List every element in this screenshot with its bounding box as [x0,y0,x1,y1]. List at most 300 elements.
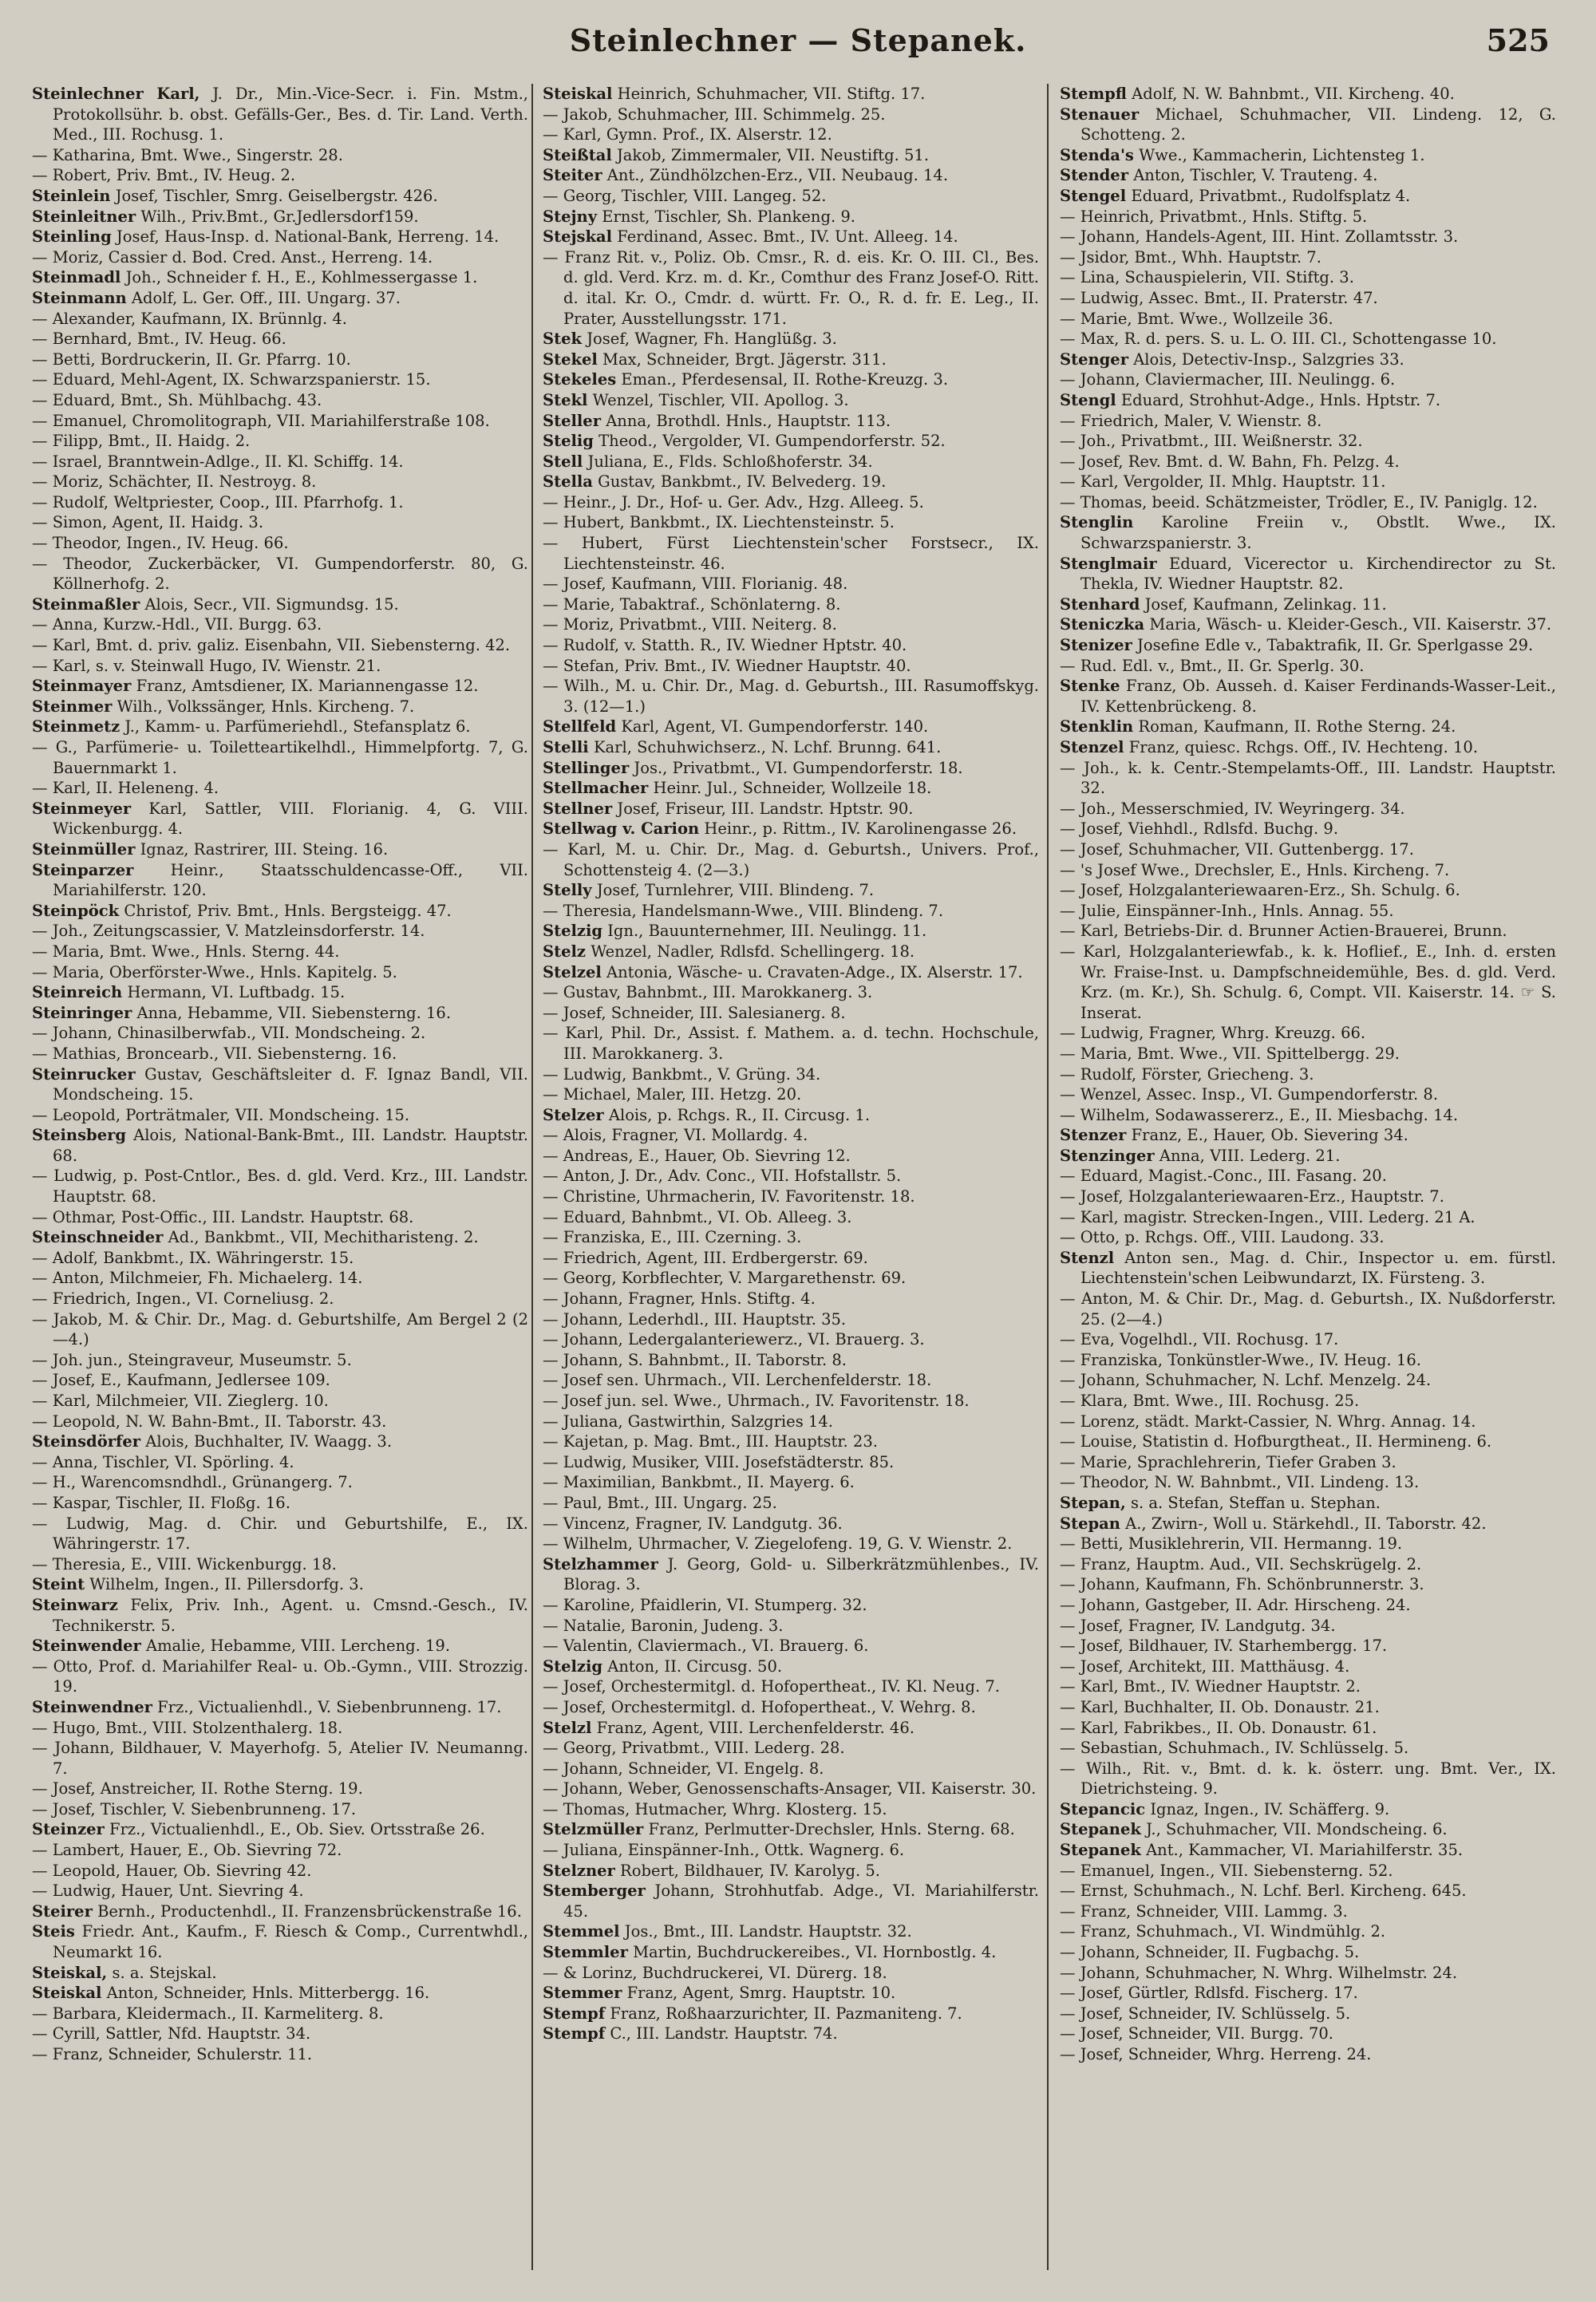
entry-surname: Stelig [543,432,594,451]
entry-details: — Josef, Fragner, IV. Landgutg. 34. [1060,1616,1336,1635]
entry-details: — Maria, Bmt. Wwe., VII. Spittelbergg. 29. [1060,1044,1400,1063]
entry-details: — Joh., k. k. Centr.-Stempelamts-Off., III. Landstr. Hauptstr. 32. [1060,758,1556,798]
directory-entry [1060,431,1556,452]
directory-entry [32,1350,528,1371]
entry-details: — Natalie, Baronin, Judeng. 3. [543,1616,784,1635]
directory-entry [543,1064,1039,1085]
entry-details: Anton, Schneider, Hnls. Mitterbergg. 16. [106,1984,430,2003]
entry-details: — Andreas, E., Hauer, Ob. Sievring 12. [543,1146,851,1165]
directory-entry [32,1472,528,1493]
entry-details: — Ludwig, Hauer, Unt. Sievring 4. [32,1881,304,1901]
directory-entry [32,594,528,615]
entry-details: Franz, Perlmutter-Drechsler, Hnls. Sterng. 68. [648,1820,1015,1839]
directory-entry [32,1861,528,1881]
entry-details: — Lina, Schauspielerin, VII. Stiftg. 3. [1060,268,1354,287]
directory-entry [32,1595,528,1636]
directory-entry [543,635,1039,656]
directory-entry [1060,635,1556,656]
directory-entry [32,533,528,554]
entry-details: — Israel, Branntwein-Adlge., II. Kl. Schiffg. 14. [32,452,404,471]
entry-details: Franz, Agent, Smrg. Hauptstr. 10. [626,1984,896,2003]
entry-details: — Josef, Holzgalanteriewaaren-Erz., Hauptstr. 7. [1060,1187,1444,1206]
directory-entry [1060,390,1556,411]
directory-entry [1060,799,1556,819]
entry-details: — Wilhelm, Sodawassererz., E., II. Miesbachg. 14. [1060,1105,1459,1124]
entry-details: Ignaz, Rastrirer, III. Steing. 16. [140,839,389,859]
directory-entry [1060,2024,1556,2044]
directory-entry [32,431,528,452]
directory-entry [32,1023,528,1044]
entry-details: Ant., Zündhölzchen-Erz., VII. Neubaug. 14. [606,166,949,185]
directory-entry [1060,921,1556,942]
entry-details: J., Schuhmacher, VII. Mondscheing. 6. [1146,1820,1448,1839]
entry-surname: Stepan, [1060,1493,1126,1512]
directory-entry [543,1921,1039,1942]
entry-surname: Steinmann [32,288,127,307]
entry-details: J., Kamm- u. Parfümeriehdl., Stefansplatz 6. [124,717,471,736]
directory-entry [543,431,1039,452]
directory-entry [543,512,1039,533]
entry-details: — Bernhard, Bmt., IV. Heug. 66. [32,330,286,349]
columns [32,84,1572,2286]
entry-details: Franz, E., Hauer, Ob. Sievering 34. [1131,1126,1408,1145]
directory-entry [1060,1227,1556,1248]
page-number: 525 [1486,22,1550,58]
directory-entry [543,574,1039,594]
entry-surname: Steinzer [32,1820,105,1839]
directory-entry [543,1493,1039,1514]
directory-entry [32,1779,528,1799]
directory-entry [32,390,528,411]
directory-entry [32,1819,528,1840]
entry-details: — Johann, Schneider, VI. Engelg. 8. [543,1759,824,1778]
entry-details: — Josef jun. sel. Wwe., Uhrmach., IV. Favoritenstr. 18. [543,1392,970,1410]
entry-surname: Steinrucker [32,1064,136,1084]
entry-details: Friedr. Ant., Kaufm., F. Riesch & Comp., Currentwhdl., Neumarkt 16. [53,1922,528,1962]
entry-surname: Steis [32,1922,75,1941]
entry-surname: Steiter [543,166,602,185]
directory-entry [1060,288,1556,309]
directory-entry [1060,1840,1556,1861]
directory-entry [543,1309,1039,1330]
directory-entry [543,594,1039,615]
directory-entry [1060,349,1556,370]
directory-entry [543,1125,1039,1146]
entry-details: — Karl, Bmt. d. priv. galiz. Eisenbahn, VII. Siebensterng. 42. [32,636,511,655]
entry-details: Josef, Haus-Insp. d. National-Bank, Herreng. 14. [116,227,500,247]
entry-surname: Stenke [1060,677,1120,696]
entry-surname: Steinwender [32,1637,141,1656]
directory-entry [1060,1738,1556,1759]
entry-details: — Anton, J. Dr., Adv. Conc., VII. Hofstallstr. 5. [543,1167,902,1186]
entry-details: Joh., Schneider f. H., E., Kohlmessergasse 1. [125,268,478,287]
entry-surname: Stelzer [543,1105,604,1124]
entry-details: Ant., Kammacher, VI. Mariahilferstr. 35. [1146,1841,1464,1860]
entry-details: — Eva, Vogelhdl., VII. Rochusg. 17. [1060,1330,1339,1349]
entry-surname: Steinreich [32,983,123,1002]
entry-surname: Stelli [543,738,589,756]
directory-entry [1060,267,1556,288]
directory-entry [32,1044,528,1064]
entry-details: — Karl, II. Heleneng. 4. [32,779,219,798]
entry-details: — Hugo, Bmt., VIII. Stolzenthalerg. 18. [32,1718,343,1737]
directory-entry [543,1350,1039,1371]
directory-entry [1060,1963,1556,1984]
directory-entry [543,492,1039,513]
directory-entry [32,799,528,839]
entry-details: — Barbara, Kleidermach., II. Karmeliterg. 8. [32,2004,384,2023]
entry-surname: Stelz [543,942,586,961]
directory-entry [32,165,528,186]
directory-entry [1060,207,1556,227]
entry-surname: Stejskal [543,227,613,247]
directory-entry [32,1412,528,1432]
entry-details: — Joh., Messerschmied, IV. Weyringerg. 34. [1060,799,1405,818]
entry-details: Anton, Tischler, V. Trauteng. 4. [1133,166,1378,185]
directory-entry [1060,1718,1556,1739]
directory-entry [1060,1697,1556,1718]
directory-entry [1060,1187,1556,1207]
entry-details: — Ludwig, Bankbmt., V. Grüng. 34. [543,1064,821,1084]
entry-details: Max, Schneider, Brgt. Jägerstr. 311. [602,349,887,369]
entry-details: Eduard, Privatbmt., Rudolfsplatz 4. [1131,186,1411,205]
entry-details: Adolf, N. W. Bahnbmt., VII. Kircheng. 40. [1132,85,1455,103]
directory-entry [32,717,528,737]
entry-details: — Leopold, Hauer, Ob. Sievring 42. [32,1861,312,1880]
entry-details: — Friedrich, Ingen., VI. Corneliusg. 2. [32,1289,334,1309]
entry-surname: Stenzel [1060,738,1124,756]
directory-entry [543,1840,1039,1861]
directory-entry [543,1759,1039,1779]
entry-surname: Stelzhammer [543,1554,658,1573]
entry-details: — Josef, E., Kaufmann, Jedlersee 109. [32,1371,330,1390]
directory-entry [32,1166,528,1206]
directory-entry [543,472,1039,492]
directory-entry [1060,227,1556,247]
entry-details: — Maria, Oberförster-Wwe., Hnls. Kapitelg. 5. [32,962,397,981]
entry-surname: Steinleitner [32,207,136,226]
entry-surname: Stepan [1060,1514,1120,1533]
entry-details: — Kaspar, Tischler, II. Floßg. 16. [32,1493,290,1512]
entry-details: Michael, Schuhmacher, VII. Lindeng. 12, G. Schotteng. 2. [1080,105,1556,144]
directory-entry [1060,411,1556,432]
entry-surname: Stepancic [1060,1799,1146,1818]
directory-entry [543,1656,1039,1677]
directory-entry [1060,165,1556,186]
directory-entry [32,1697,528,1718]
entry-details: Ernst, Tischler, Sh. Plankeng. 9. [602,207,855,226]
entry-surname: Stenklin [1060,717,1134,736]
directory-entry [1060,880,1556,901]
entry-details: — Rudolf, Förster, Griecheng. 3. [1060,1064,1314,1084]
entry-surname: Stenger [1060,349,1128,369]
entry-surname: Stek [543,330,583,349]
entry-details: — Franziska, Tonkünstler-Wwe., IV. Heug. 16. [1060,1350,1421,1369]
directory-entry [1060,1636,1556,1656]
entry-details: Josef, Turnlehrer, VIII. Blindeng. 7. [596,881,875,900]
entry-details: C., III. Landstr. Hauptstr. 74. [610,2024,838,2043]
running-title: Steinlechner — Stepanek. [569,22,1027,58]
entry-details: — Wenzel, Assec. Insp., VI. Gumpendorferstr. 8. [1060,1085,1439,1104]
entry-surname: Stelzig [543,1656,603,1676]
directory-entry [32,1227,528,1248]
entry-details: — Eduard, Bahnbmt., VI. Ob. Alleeg. 3. [543,1207,852,1226]
directory-entry [543,2004,1039,2024]
directory-entry [543,207,1039,227]
directory-entry [543,799,1039,819]
entry-details: Heinrich, Schuhmacher, VII. Stiftg. 17. [617,85,926,103]
directory-entry [543,533,1039,574]
entry-details: — & Lorinz, Buchdruckerei, VI. Dürerg. 18. [543,1963,887,1982]
entry-surname: Steller [543,411,601,430]
entry-details: — Wilh., Rit. v., Bmt. d. k. k. österr. ung. Bmt. Ver., IX. Dietrichsteing. 9. [1060,1759,1556,1799]
directory-entry [1060,309,1556,330]
directory-entry [32,676,528,697]
entry-details: — Josef, Architekt, III. Matthäusg. 4. [1060,1656,1350,1676]
entry-details: — Kajetan, p. Mag. Bmt., III. Hauptstr. 23. [543,1432,878,1451]
entry-details: Wilh., Priv.Bmt., Gr.Jedlersdorf159. [140,207,419,226]
entry-details: Johann, Strohhutfab. Adge., VI. Mariahilferstr. 45. [563,1881,1039,1921]
entry-details: — Franziska, E., III. Czerning. 3. [543,1228,802,1247]
entry-details: — Alois, Fragner, VI. Mollardg. 4. [543,1126,808,1145]
entry-surname: Stenzer [1060,1126,1127,1145]
directory-entry [1060,2044,1556,2065]
directory-entry [543,901,1039,922]
entry-details: — Karl, Holzgalanteriewfab., k. k. Hoflief., E., Inh. d. ersten Wr. Fraise-Inst. u. Dampfschneidemühle, Bes. d. gld. Verd. Krz. (m. Kr.), Sh. Schulg. 6, Compt. VII. Kaiserstr. 14. ☞ S. Inserat. [1060,942,1556,1022]
entry-surname: Steinmetz [32,717,120,736]
entry-surname: Steinwendner [32,1697,152,1716]
directory-entry [543,247,1039,329]
entry-details: Jos., Bmt., III. Landstr. Hauptstr. 32. [624,1922,912,1941]
entry-surname: Stelzel [543,962,602,981]
directory-entry [32,697,528,717]
entry-details: — Franz, Schuhmach., VI. Windmühlg. 2. [1060,1922,1386,1941]
directory-entry [1060,1942,1556,1963]
entry-details: — Cyrill, Sattler, Nfd. Hauptstr. 34. [32,2024,311,2043]
entry-details: — Theresia, E., VIII. Wickenburgg. 18. [32,1554,337,1573]
entry-details: — Robert, Priv. Bmt., IV. Heug. 2. [32,166,296,185]
entry-details: Jos., Privatbmt., VI. Gumpendorferstr. 18. [634,758,963,777]
entry-details: — Betti, Musiklehrerin, VII. Hermanng. 19. [1060,1534,1403,1554]
directory-entry [543,1616,1039,1637]
entry-surname: Steinsdörfer [32,1432,141,1451]
directory-entry [1060,1514,1556,1534]
directory-entry [543,369,1039,390]
entry-surname: Stejny [543,207,598,226]
entry-details: — Hubert, Bankbmt., IX. Liechtensteinstr. 5. [543,513,895,532]
entry-details: — Georg, Privatbmt., VIII. Lederg. 28. [543,1739,845,1758]
directory-entry [1060,1412,1556,1432]
entry-surname: Stengel [1060,186,1127,205]
directory-entry [543,1779,1039,1799]
entry-details: — Rudolf, Weltpriester, Coop., III. Pfarrhofg. 1. [32,492,404,511]
directory-entry [1060,452,1556,472]
directory-entry [32,901,528,922]
entry-details: Anna, Brothdl. Hnls., Hauptstr. 113. [606,411,891,430]
entry-details: — 's Josef Wwe., Drechsler, E., Hnls. Kircheng. 7. [1060,860,1450,879]
entry-details: J. Georg, Gold- u. Silberkrätzmühlenbes., IV. Blorag. 3. [563,1554,1039,1594]
entry-details: Josef, Wagner, Fh. Hanglüßg. 3. [587,330,837,349]
directory-entry [543,1554,1039,1595]
directory-entry [1060,676,1556,717]
entry-surname: Stell [543,452,583,471]
entry-details: — G., Parfümerie- u. Toiletteartikelhdl., Himmelpfortg. 7, G. Bauernmarkt 1. [32,738,528,777]
directory-entry [1060,1676,1556,1697]
entry-details: Gustav, Geschäftsleiter d. F. Ignaz Bandl, VII. Mondscheing. 15. [53,1064,528,1104]
entry-details: Eduard, Vicerector u. Kirchendirector zu St. Thekla, IV. Wiedner Hauptstr. 82. [1080,554,1556,594]
entry-details: — Wilh., M. u. Chir. Dr., Mag. d. Geburtsh., III. Rasumoffskyg. 3. (12—1.) [543,677,1039,716]
directory-entry [1060,860,1556,881]
entry-surname: Stellinger [543,758,630,777]
entry-surname: Steinringer [32,1003,132,1022]
entry-details: — Othmar, Post-Offic., III. Landstr. Hauptstr. 68. [32,1207,414,1226]
entry-details: — Thomas, Hutmacher, Whrg. Klosterg. 15. [543,1799,887,1818]
directory-entry [543,124,1039,145]
entry-details: — Anna, Kurzw.-Hdl., VII. Burgg. 63. [32,615,322,634]
entry-surname: Stellwag v. Carion [543,819,700,839]
directory-entry [543,349,1039,370]
entry-surname: Steiskal [32,1984,102,2003]
directory-entry [32,1718,528,1739]
entry-details: — Alexander, Kaufmann, IX. Brünnlg. 4. [32,309,347,328]
entry-details: — Vincenz, Fragner, IV. Landgutg. 36. [543,1514,843,1533]
directory-entry [32,1799,528,1820]
entry-details: — Emanuel, Ingen., VII. Siebensterng. 52. [1060,1861,1393,1880]
directory-entry [1060,1125,1556,1146]
entry-details: — Georg, Korbflechter, V. Margarethenstr. 69. [543,1269,907,1288]
directory-entry [32,369,528,390]
directory-entry [32,635,528,656]
directory-entry [32,329,528,349]
entry-details: — Karl, Vergolder, II. Mhlg. Hauptstr. 11. [1060,472,1386,492]
entry-surname: Steinsberg [32,1126,127,1145]
directory-entry [543,1799,1039,1820]
directory-entry [32,2004,528,2024]
entry-details: — Jsidor, Bmt., Whh. Hauptstr. 7. [1060,247,1321,267]
entry-details: — Johann, Fragner, Hnls. Stiftg. 4. [543,1289,816,1309]
directory-entry [543,1187,1039,1207]
entry-details: Robert, Bildhauer, IV. Karolyg. 5. [620,1861,880,1880]
directory-entry [32,1003,528,1024]
entry-details: A., Zwirn-, Woll u. Stärkehdl., II. Taborstr. 42. [1125,1514,1487,1533]
directory-entry [543,1819,1039,1840]
entry-details: — Leopold, Porträtmaler, VII. Mondscheing. 15. [32,1105,410,1124]
entry-details: — Thomas, beeid. Schätzmeister, Trödler, E., IV. Paniglg. 12. [1060,492,1538,511]
directory-entry [543,186,1039,207]
entry-details: Christof, Priv. Bmt., Hnls. Bergsteigg. 47. [124,901,452,920]
entry-details: — Josef, Schneider, IV. Schlüsselg. 5. [1060,2004,1351,2023]
entry-details: Ad., Bankbmt., VII, Mechitharisteng. 2. [168,1228,479,1247]
directory-entry [1060,1595,1556,1616]
directory-entry [1060,1084,1556,1105]
directory-entry [32,1554,528,1575]
directory-entry [1060,1921,1556,1942]
directory-entry [1060,1431,1556,1452]
entry-surname: Stepanek [1060,1841,1141,1860]
directory-entry [1060,614,1556,635]
directory-entry [543,1268,1039,1289]
entry-details: — Josef, Schuhmacher, VII. Guttenbergg. 17. [1060,839,1414,859]
entry-details: Karl, Agent, VI. Gumpendorferstr. 140. [621,717,929,736]
entry-details: — Josef, Bildhauer, IV. Starhembergg. 17. [1060,1637,1388,1656]
entry-details: Anna, VIII. Lederg. 21. [1159,1146,1341,1165]
entry-details: Adolf, L. Ger. Off., III. Ungarg. 37. [131,288,401,307]
entry-surname: Stemberger [543,1881,646,1901]
entry-details: — Friedrich, Agent, III. Erdbergerstr. 69. [543,1248,868,1267]
entry-details: — Hubert, Fürst Liechtenstein'scher Forstsecr., IX. Liechtensteinstr. 46. [543,534,1039,573]
directory-entry [543,1207,1039,1228]
entry-details: — Betti, Bordruckerin, II. Gr. Pfarrg. 10. [32,349,351,369]
directory-entry [1060,758,1556,799]
directory-entry [1060,1819,1556,1840]
entry-details: — Karl, M. u. Chir. Dr., Mag. d. Geburtsh., Univers. Prof., Schottensteig 4. (2—3.) [543,839,1039,879]
entry-details: Karl, Schuhwichserz., N. Lchf. Brunng. 641. [593,738,942,756]
entry-details: Antonia, Wäsche- u. Cravaten-Adge., IX. Alserstr. 17. [606,962,1023,981]
entry-surname: Stekl [543,390,588,409]
entry-surname: Steirer [32,1901,93,1921]
entry-details: — Franz, Schneider, VIII. Lammg. 3. [1060,1901,1348,1921]
directory-entry [1060,1901,1556,1922]
directory-entry [1060,1799,1556,1820]
directory-entry [543,1881,1039,1921]
entry-details: Frz., Victualienhdl., E., Ob. Siev. Ortsstraße 26. [109,1820,485,1839]
entry-details: — Karl, magistr. Strecken-Ingen., VIII. Lederg. 21 A. [1060,1207,1476,1226]
entry-details: — Josef, Rev. Bmt. d. W. Bahn, Fh. Pelzg. 4. [1060,452,1400,471]
directory-entry [1060,1493,1556,1514]
directory-column-1 [32,84,528,2286]
entry-details: — Stefan, Priv. Bmt., IV. Wiedner Hauptstr. 40. [543,656,911,675]
entry-details: — Simon, Agent, II. Haidg. 3. [32,513,264,532]
entry-details: — Eduard, Magist.-Conc., III. Fasang. 20. [1060,1167,1387,1186]
entry-details: — Ludwig, Mag. d. Chir. und Geburtshilfe, E., IX. Währingerstr. 17. [32,1514,528,1554]
entry-surname: Steinmayer [32,677,132,696]
entry-details: — Georg, Tischler, VIII. Langeg. 52. [543,186,827,205]
entry-details: — Emanuel, Chromolitograph, VII. Mariahilferstraße 108. [32,411,490,430]
entry-details: — Paul, Bmt., III. Ungarg. 25. [543,1493,777,1512]
directory-entry [543,1370,1039,1391]
entry-surname: Stekeles [543,370,617,389]
directory-entry [543,839,1039,880]
entry-details: Franz, Ob. Ausseh. d. Kaiser Ferdinands-Wasser-Leit., IV. Kettenbrückeng. 8. [1080,677,1556,716]
directory-entry [1060,1248,1556,1289]
directory-entry [543,819,1039,839]
entry-surname: Stempfl [1060,85,1127,103]
entry-details: Theod., Vergolder, VI. Gumpendorferstr. 52. [598,432,946,451]
entry-details: Wenzel, Nadler, Rdlsfd. Schellingerg. 18. [591,942,915,961]
entry-details: — Otto, p. Rchgs. Off., VIII. Laudong. 33. [1060,1228,1385,1247]
directory-entry [32,452,528,472]
entry-details: — Jakob, M. & Chir. Dr., Mag. d. Geburtshilfe, Am Bergel 2 (2—4.) [32,1309,528,1349]
directory-entry [543,1391,1039,1412]
directory-entry [543,329,1039,349]
directory-entry [543,962,1039,983]
directory-entry [543,1146,1039,1167]
entry-surname: Stella [543,472,593,492]
entry-surname: Stelzig [543,922,603,941]
entry-details: — Moriz, Privatbmt., VIII. Neiterg. 8. [543,615,837,634]
entry-surname: Steißtal [543,145,612,164]
entry-details: — Eduard, Bmt., Sh. Mühlbachg. 43. [32,390,322,409]
entry-surname: Stempf [543,2004,606,2023]
directory-entry [32,737,528,778]
entry-details: Maria, Wäsch- u. Kleider-Gesch., VII. Kaiserstr. 37. [1149,615,1552,634]
entry-details: — Karl, s. v. Steinwall Hugo, IV. Wienstr. 21. [32,656,381,675]
entry-details: Ign., Bauunternehmer, III. Neulingg. 11. [607,922,927,941]
entry-surname: Steinparzer [32,860,134,879]
entry-details: — Theodor, N. W. Bahnbmt., VII. Lindeng. 13. [1060,1473,1420,1492]
directory-entry [32,186,528,207]
entry-details: — Eduard, Mehl-Agent, IX. Schwarzspanierstr. 15. [32,370,431,389]
